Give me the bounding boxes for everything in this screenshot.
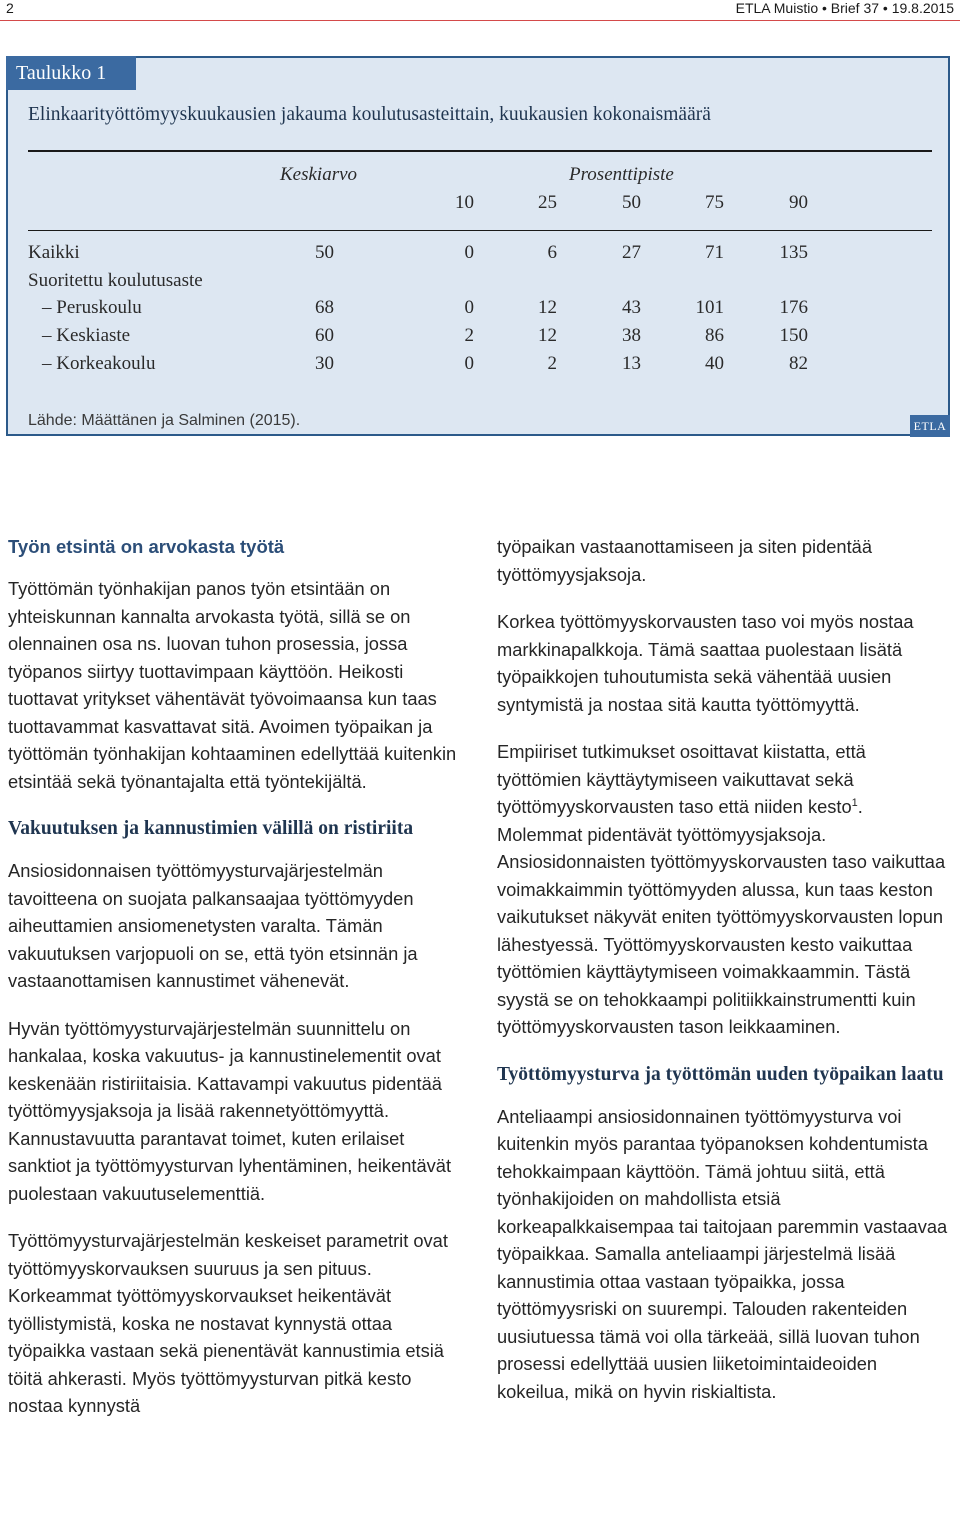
table-row-label: – Keskiaste [42, 325, 131, 346]
table-cell: 68 [315, 297, 334, 318]
section-heading: Vakuutuksen ja kannustimien välillä on ristiriita [8, 818, 414, 839]
footnote-ref[interactable]: 1 [851, 796, 858, 809]
percentile-10: 10 [455, 192, 474, 213]
table-cell: 43 [622, 297, 641, 318]
paragraph: Anteliaampi ansiosidonnainen työttömyysturva voi kuitenkin myös parantaa työpanoksen kohdentumista tehokkaimpaan käyttöön. Tämä johtuu siitä, että työnhakijoiden on mahdollista etsiä korkeapalkkaisempaa tai taitojaan paremmin vastaavaa työpaikkaa. Samalla anteliaampi järjestelmä lisää kannustimia ottaa vastaan työpaikka, jossa työttömyysriski on suurempi. Talouden rakenteiden uusiutuessa tämä voi olla tärkeää, sillä luovan tuhon prosessi edellyttää uusien liiketoimintaideoiden kokeilua, mikä on hyvin riskialtista. [497, 1105, 948, 1402]
table-cell: 2 [464, 325, 474, 346]
table-cell: 101 [695, 297, 724, 318]
table-cell: 50 [315, 242, 334, 263]
paragraph: Työttömän työnhakijan panos työn etsintään on yhteiskunnan kannalta arvokasta työtä, sillä se on olennainen osa ns. luovan tuhon prosessia, jossa työpanos siirtyy tuottavimpaan käyttöön. Heikosti tuottavat yritykset vähentävät työvoimaansa kun taas tuottavammat kasvattavat sitä. Avoimen työpaikan ja työttömän työnhakijan kohtaaminen edellyttää kuitenkin etsintää sekä työnantajalta että työntekijältä. [8, 578, 457, 792]
table-cell: 0 [464, 242, 474, 263]
etla-logo: ETLA [910, 415, 950, 437]
table-cell: 40 [705, 353, 724, 374]
table-rule-top [28, 150, 932, 152]
table-cell: 6 [547, 242, 557, 263]
table-cell: 176 [779, 297, 808, 318]
page-header [0, 0, 960, 18]
table-cell: 13 [622, 353, 641, 374]
page-number: 2 [6, 0, 14, 16]
table-source: Lähde: Määttänen ja Salminen (2015). [28, 412, 301, 429]
header-percentile: Prosenttipiste [569, 164, 674, 185]
table-row-label: – Peruskoulu [42, 297, 142, 318]
paragraph-part: . Molemmat pidentävät työttömyysjaksoja. Ansiosidonnaisten työttömyyskorvausten taso vaikuttaa voimakkaimmin työttömyyden alussa, kun taas keston vaikutukset näkyvät eniten työttömyyskorvausten lopun lähestyessä. Työttömyyskorvausten kesto vaikuttaa työttömien käyttäytymiseen voimakkaammin. Tästä syystä se on tehokkaampi politiikkainstrumentti kuin työttömyyskorvausten tason leikkaaminen. [497, 796, 946, 1037]
table-row-label: Kaikki [28, 242, 80, 263]
table-cell: 135 [779, 242, 808, 263]
table-cell: 0 [464, 297, 474, 318]
header-rule [0, 20, 960, 21]
table-cell: 38 [622, 325, 641, 346]
table-row-label: – Korkeakoulu [42, 353, 156, 374]
table-cell: 0 [464, 353, 474, 374]
table-cell: 82 [789, 353, 808, 374]
left-column [8, 533, 468, 1440]
table-cell: 12 [538, 297, 557, 318]
percentile-75: 75 [705, 192, 724, 213]
paragraph: työpaikan vastaanottamiseen ja siten pidentää työttömyysjaksoja. [497, 536, 873, 585]
table-cell: 86 [705, 325, 724, 346]
section-heading: Työttömyysturva ja työttömän uuden työpaikan laatu [497, 1063, 944, 1085]
table-row-label: Suoritettu koulutusaste [28, 270, 203, 291]
paragraph: Korkea työttömyyskorvausten taso voi myös nostaa markkinapalkkoja. Tämä saattaa puolestaan lisätä työpaikkojen tuhoutumista sekä vähentää uusien syntymistä ja nostaa sitä kautta työttömyyttä. [497, 611, 914, 715]
table-cell: 27 [622, 242, 641, 263]
right-column [497, 533, 952, 1425]
paragraph: Hyvän työttömyysturvajärjestelmän suunnittelu on hankalaa, koska vakuutus- ja kannustinelementit ovat keskenään ristiriitaisia. Kattavampi vakuutus pidentää työttömyysjaksoja ja lisää rakennetyöttömyyttä. Kannustavuutta parantavat toimet, kuten erilaiset sanktiot ja työttömyysturvan lyhentäminen, heikentävät puolestaan vakuutuselementtiä. [8, 1017, 452, 1204]
paragraph-part: Empiiriset tutkimukset osoittavat kiistatta, että työttömien käyttäytymiseen vaikuttavat sekä työttömyyskorvausten taso että niiden kesto [497, 741, 866, 817]
table-cell: 30 [315, 353, 334, 374]
table-tag: Taulukko 1 [6, 56, 136, 90]
table-cell: 60 [315, 325, 334, 346]
section-heading: Työn etsintä on arvokasta työtä [8, 536, 285, 557]
running-head: ETLA Muistio • Brief 37 • 19.8.2015 [735, 0, 954, 16]
table-cell: 150 [779, 325, 808, 346]
table-cell: 71 [705, 242, 724, 263]
table-title: Elinkaarityöttömyyskuukausien jakauma koulutusasteittain, kuukausien kokonaismäärä [28, 104, 711, 125]
table-cell: 2 [547, 353, 557, 374]
paragraph [497, 738, 952, 1041]
percentile-90: 90 [789, 192, 808, 213]
percentile-50: 50 [622, 192, 641, 213]
paragraph: Ansiosidonnaisen työttömyysturvajärjestelmän tavoitteena on suojata palkansaajaa työttömyyden aiheuttamien ansiomenetysten varalta. Tämän vakuutuksen varjopuoli on se, että työn etsinnän ja vastaanottamisen kannustimet vähenevät. [8, 860, 418, 991]
paragraph: Työttömyysturvajärjestelmän keskeiset parametrit ovat työttömyyskorvauksen suuruus ja sen pituus. Korkeammat työttömyyskorvaukset heikentävät työllistymistä, koska ne nostavat kynnystä ottaa työpaikka vastaan sekä pienentävät kannustimia etsiä töitä ahkerasti. Myös työttömyysturvan pitkä kesto nostaa kynnystä [8, 1230, 448, 1416]
table-cell: 12 [538, 325, 557, 346]
percentile-25: 25 [538, 192, 557, 213]
table-rule-mid [28, 230, 932, 231]
header-mean: Keskiarvo [280, 164, 358, 185]
